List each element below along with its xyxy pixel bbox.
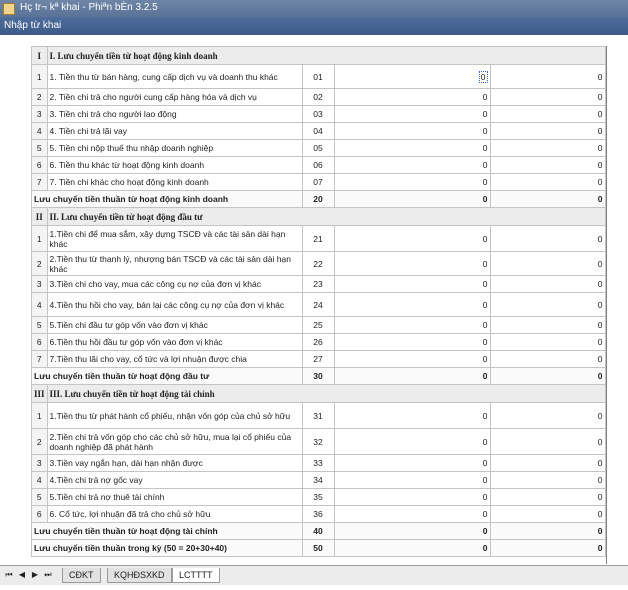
row-number: 1	[32, 65, 48, 89]
row-code: 07	[302, 174, 334, 191]
value-cell-current[interactable]	[334, 140, 490, 157]
row-code: 01	[302, 65, 334, 89]
row-number: 7	[32, 174, 48, 191]
value-cell-previous[interactable]: 0	[490, 317, 605, 334]
value-cell-current[interactable]	[334, 276, 490, 293]
value-text: 0	[482, 458, 488, 468]
subtotal-label: Lưu chuyển tiền thuần từ hoạt động kinh doanh	[32, 191, 303, 208]
table-row	[32, 334, 606, 351]
row-label: 5.Tiền chi trả nợ thuê tài chính	[47, 489, 302, 506]
subtotal-code: 20	[302, 191, 334, 208]
row-label: 1.Tiền chi để mua sắm, xây dựng TSCĐ và các tài sản dài hạn khác	[47, 226, 302, 252]
value-cell-previous[interactable]: 0	[490, 252, 605, 276]
value-text: 0	[480, 71, 486, 82]
subtotal-value-current: 0	[334, 523, 490, 540]
grand-total-row	[32, 540, 606, 557]
row-label: 1. Tiền thu từ bán hàng, cung cấp dịch vụ và doanh thu khác	[47, 65, 302, 89]
row-number: 3	[32, 455, 48, 472]
subtotal-value-current: 0	[334, 368, 490, 385]
subtotal-row	[32, 523, 606, 540]
row-code: 35	[302, 489, 334, 506]
table-row	[32, 489, 606, 506]
value-cell-current[interactable]	[334, 157, 490, 174]
row-label: 6. Cổ tức, lợi nhuận đã trả cho chủ sở hữu	[47, 506, 302, 523]
row-code: 05	[302, 140, 334, 157]
value-cell-current[interactable]	[334, 403, 490, 429]
section-title: II. Lưu chuyển tiền từ hoạt động đầu tư	[47, 208, 605, 226]
row-number: 6	[32, 506, 48, 523]
cash-flow-table	[31, 46, 606, 557]
value-text: 0	[482, 492, 488, 502]
value-cell-previous[interactable]: 0	[490, 140, 605, 157]
value-cell-current[interactable]	[334, 123, 490, 140]
section-index: II	[32, 208, 48, 226]
value-cell-previous[interactable]: 0	[490, 106, 605, 123]
subtotal-row	[32, 191, 606, 208]
value-text: 0	[482, 177, 488, 187]
row-label: 7. Tiền chi khác cho hoạt động kinh doanh	[47, 174, 302, 191]
value-cell-previous[interactable]: 0	[490, 351, 605, 368]
section-index: III	[32, 385, 48, 403]
table-row	[32, 252, 606, 276]
window-title: Hç tr¬ kª khai - Phiªn bÈn 3.2.5	[20, 2, 158, 13]
row-label: 2. Tiền chi trả cho người cung cấp hàng hóa và dịch vụ	[47, 89, 302, 106]
sheet-tab-bar	[0, 565, 628, 585]
row-label: 5. Tiền chi nộp thuế thu nhập doanh nghiệp	[47, 140, 302, 157]
table-row	[32, 106, 606, 123]
row-number: 6	[32, 157, 48, 174]
row-number: 4	[32, 472, 48, 489]
value-cell-current[interactable]	[334, 174, 490, 191]
section-index: I	[32, 47, 48, 65]
app-icon	[3, 3, 15, 15]
value-text: 0	[482, 509, 488, 519]
table-row	[32, 276, 606, 293]
subtotal-value-previous: 0	[490, 523, 605, 540]
subtotal-value-previous: 0	[490, 191, 605, 208]
value-cell-current[interactable]	[334, 489, 490, 506]
grand-total-value-previous: 0	[490, 540, 605, 557]
value-text: 0	[482, 109, 488, 119]
value-cell-current[interactable]	[334, 106, 490, 123]
row-code: 23	[302, 276, 334, 293]
value-cell-previous[interactable]: 0	[490, 472, 605, 489]
table-row	[32, 174, 606, 191]
value-cell-current[interactable]	[334, 65, 490, 89]
row-code: 33	[302, 455, 334, 472]
grid-right-border	[606, 46, 607, 564]
table-row	[32, 403, 606, 429]
section-title: III. Lưu chuyển tiền từ hoạt động tài chính	[47, 385, 605, 403]
row-number: 2	[32, 252, 48, 276]
row-number: 5	[32, 140, 48, 157]
table-row	[32, 157, 606, 174]
row-number: 5	[32, 489, 48, 506]
value-text: 0	[482, 354, 488, 364]
table-row	[32, 123, 606, 140]
subtotal-row	[32, 368, 606, 385]
row-number: 2	[32, 429, 48, 455]
row-label: 7.Tiền thu lãi cho vay, cổ tức và lợi nhuận được chia	[47, 351, 302, 368]
nav-next-icon[interactable]: ▶	[31, 570, 39, 579]
value-cell-previous[interactable]: 0	[490, 334, 605, 351]
value-cell-previous[interactable]: 0	[490, 455, 605, 472]
value-cell-previous[interactable]: 0	[490, 89, 605, 106]
subtotal-label: Lưu chuyển tiền thuần từ hoạt động đầu tư	[32, 368, 303, 385]
row-label: 1.Tiền thu từ phát hành cổ phiếu, nhận vốn góp của chủ sở hữu	[47, 403, 302, 429]
value-cell-current[interactable]	[334, 89, 490, 106]
row-number: 7	[32, 351, 48, 368]
grand-total-code: 50	[302, 540, 334, 557]
value-cell-previous[interactable]: 0	[490, 293, 605, 317]
value-text: 0	[482, 320, 488, 330]
value-cell-current[interactable]	[334, 226, 490, 252]
value-cell-previous[interactable]: 0	[490, 506, 605, 523]
value-cell-current[interactable]	[334, 293, 490, 317]
row-code: 36	[302, 506, 334, 523]
subtotal-value-current: 0	[334, 191, 490, 208]
row-number: 3	[32, 106, 48, 123]
subtotal-label: Lưu chuyển tiền thuần từ hoạt động tài chính	[32, 523, 303, 540]
table-row	[32, 506, 606, 523]
value-text: 0	[482, 258, 488, 269]
row-number: 1	[32, 403, 48, 429]
value-text: 0	[482, 299, 488, 310]
value-cell-previous[interactable]: 0	[490, 157, 605, 174]
row-label: 3. Tiền chi trả cho người lao động	[47, 106, 302, 123]
table-row	[32, 455, 606, 472]
table-row	[32, 226, 606, 252]
tab-kqhdsxkd[interactable]: KQHĐSXKD	[107, 568, 172, 583]
nav-first-icon[interactable]: ⏮	[5, 570, 13, 579]
row-code: 02	[302, 89, 334, 106]
section-header-row	[32, 208, 606, 226]
value-text: 0	[482, 410, 488, 421]
subtotal-value-previous: 0	[490, 368, 605, 385]
value-cell-current[interactable]	[334, 334, 490, 351]
row-number: 4	[32, 293, 48, 317]
table-row	[32, 89, 606, 106]
value-cell-previous[interactable]: 0	[490, 123, 605, 140]
row-label: 4.Tiền chi trả nợ gốc vay	[47, 472, 302, 489]
value-text: 0	[482, 92, 488, 102]
row-label: 4.Tiền thu hồi cho vay, bán lại các công cụ nợ của đơn vị khác	[47, 293, 302, 317]
tab-lctttt[interactable]: LCTTTT	[172, 568, 220, 583]
row-code: 27	[302, 351, 334, 368]
row-label: 3.Tiền chi cho vay, mua các công cụ nợ của đơn vị khác	[47, 276, 302, 293]
row-code: 26	[302, 334, 334, 351]
form-title: Nhập từ khai	[4, 20, 62, 31]
nav-prev-icon[interactable]: ◀	[18, 570, 26, 579]
subtotal-code: 30	[302, 368, 334, 385]
value-cell-previous[interactable]: 0	[490, 429, 605, 455]
row-number: 5	[32, 317, 48, 334]
row-number: 1	[32, 226, 48, 252]
value-cell-previous[interactable]: 0	[490, 65, 605, 89]
value-cell-current[interactable]	[334, 455, 490, 472]
row-code: 22	[302, 252, 334, 276]
row-code: 25	[302, 317, 334, 334]
value-text: 0	[482, 126, 488, 136]
subtotal-code: 40	[302, 523, 334, 540]
value-text: 0	[482, 436, 488, 447]
row-number: 3	[32, 276, 48, 293]
row-label: 4. Tiền chi trả lãi vay	[47, 123, 302, 140]
value-cell-previous[interactable]: 0	[490, 276, 605, 293]
section-header-row	[32, 385, 606, 403]
table-row	[32, 472, 606, 489]
tab-cdkt[interactable]: CĐKT	[62, 568, 101, 583]
section-title: I. Lưu chuyển tiền từ hoạt động kinh doanh	[47, 47, 605, 65]
row-code: 03	[302, 106, 334, 123]
row-code: 24	[302, 293, 334, 317]
value-text: 0	[482, 233, 488, 244]
row-code: 32	[302, 429, 334, 455]
section-header-row	[32, 47, 606, 65]
window-titlebar	[0, 0, 628, 17]
row-code: 34	[302, 472, 334, 489]
row-code: 21	[302, 226, 334, 252]
value-cell-current[interactable]	[334, 317, 490, 334]
row-label: 2.Tiền chi trả vốn góp cho các chủ sở hữu, mua lại cổ phiếu của doanh nghiệp đã phát hành	[47, 429, 302, 455]
table-row	[32, 65, 606, 89]
value-cell-current[interactable]	[334, 351, 490, 368]
value-cell-current[interactable]	[334, 429, 490, 455]
form-title-bar	[0, 17, 628, 35]
value-cell-current[interactable]	[334, 472, 490, 489]
table-row	[32, 429, 606, 455]
table-row	[32, 140, 606, 157]
value-text: 0	[482, 337, 488, 347]
value-cell-previous[interactable]: 0	[490, 489, 605, 506]
row-number: 2	[32, 89, 48, 106]
row-number: 6	[32, 334, 48, 351]
grand-total-label: Lưu chuyển tiền thuần trong kỳ (50 = 20+30+40)	[32, 540, 303, 557]
row-code: 04	[302, 123, 334, 140]
value-cell-previous[interactable]: 0	[490, 226, 605, 252]
grand-total-value-current: 0	[334, 540, 490, 557]
row-code: 06	[302, 157, 334, 174]
value-text: 0	[482, 475, 488, 485]
nav-last-icon[interactable]: ⏭	[44, 570, 52, 579]
row-label: 2.Tiền thu từ thanh lý, nhượng bán TSCĐ và các tài sản dài hạn khác	[47, 252, 302, 276]
value-cell-previous[interactable]: 0	[490, 174, 605, 191]
table-row	[32, 293, 606, 317]
value-cell-previous[interactable]: 0	[490, 403, 605, 429]
row-label: 6. Tiền thu khác từ hoạt động kinh doanh	[47, 157, 302, 174]
row-label: 5.Tiền chi đầu tư góp vốn vào đơn vị khác	[47, 317, 302, 334]
row-code: 31	[302, 403, 334, 429]
value-text: 0	[482, 279, 488, 289]
row-label: 6.Tiền thu hồi đầu tư góp vốn vào đơn vị khác	[47, 334, 302, 351]
table-row	[32, 317, 606, 334]
value-text: 0	[482, 143, 488, 153]
row-label: 3.Tiền vay ngắn hạn, dài hạn nhận được	[47, 455, 302, 472]
value-text: 0	[482, 160, 488, 170]
row-number: 4	[32, 123, 48, 140]
table-row	[32, 351, 606, 368]
value-cell-current[interactable]	[334, 252, 490, 276]
value-cell-current[interactable]	[334, 506, 490, 523]
